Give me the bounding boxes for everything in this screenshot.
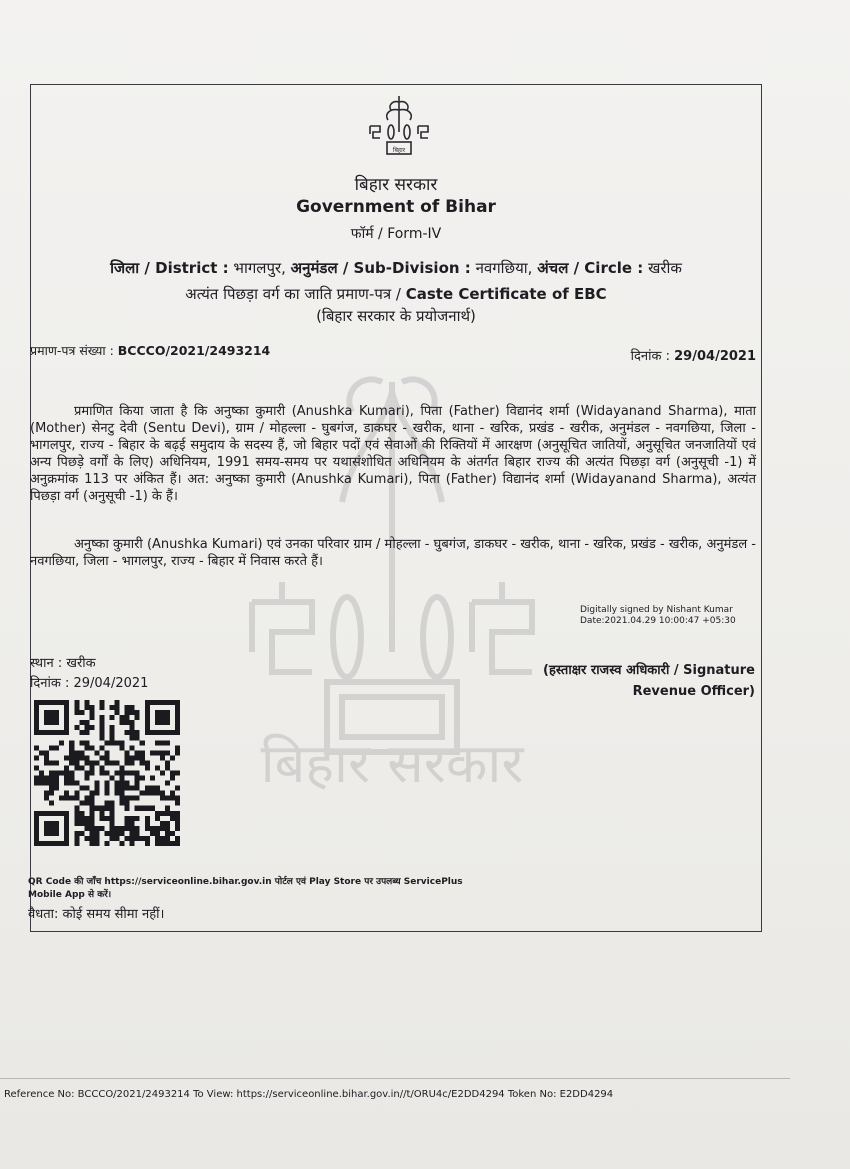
certificate-title <box>30 284 762 304</box>
emblem-label: बिहार <box>392 147 406 154</box>
signature-block <box>543 660 755 702</box>
digital-signature-date: Date:2021.04.29 10:00:47 +05:30 <box>580 616 736 626</box>
validity-note: वैधता: कोई समय सीमा नहीं। <box>28 907 165 922</box>
district-line <box>30 258 762 278</box>
certificate-date <box>631 346 756 364</box>
certificate-title-english: Caste Certificate of EBC <box>405 285 607 303</box>
certificate-body-paragraph-1: प्रमाणित किया जाता है कि अनुष्का कुमारी (Anushka Kumari), पिता (Father) विद्यानंद शर्मा (Widayanand Sharma), माता (Mother) सेनटु देवी (Sentu Devi), ग्राम / मोहल्ला - घुबगंज, डाकघर - खरीक, थाना - खरिक, प्रखंड - खरीक, अनुमंडल - नवगछिया, जिला - भागलपुर, राज्य - बिहार के बढ़ई समुदाय के सदस्य हैं, जो बिहार पदों एवं सेवाओं की रिक्तियों में आरक्षण (अनुसूचित जातियों, अनुसूचित जनजातियों एवं अन्य पिछड़े वर्गों के लिए) अधिनियम, 1991 समय-समय पर यथासंशोधित अधिनियम के अंतर्गत बिहार राज्य की अत्यंत पिछड़ा वर्ग (अनुसूची -1) में अनुक्रमांक 113 पर अंकित हैं। अत: अनुष्का कुमारी (Anushka Kumari), पिता (Father) विद्यानंद शर्मा (Widayanand Sharma), अत्यंत पिछड़ा वर्ग (अनुसूची -1) के हैं। <box>30 404 756 504</box>
certificate-purpose: (बिहार सरकार के प्रयोजनार्थ) <box>316 307 476 325</box>
district-value: भागलपुर, <box>233 259 286 277</box>
certificate-number-value: BCCCO/2021/2493214 <box>117 343 271 358</box>
certificate-date-value: 29/04/2021 <box>674 349 756 364</box>
place-and-date <box>30 654 148 694</box>
watermark-text: बिहार सरकार <box>260 732 524 792</box>
circle-value: खरीक <box>648 259 682 277</box>
government-title-english: Government of Bihar <box>296 197 496 217</box>
subdivision-label: अनुमंडल / Sub-Division : <box>290 259 471 277</box>
certificate-number <box>30 342 270 359</box>
district-label: जिला / District : <box>110 259 229 277</box>
certificate-date-label: दिनांक : <box>630 349 670 364</box>
digital-signature-name: Digitally signed by Nishant Kumar <box>580 605 733 615</box>
bihar-emblem-icon <box>364 92 434 158</box>
government-title-hindi: बिहार सरकार <box>354 175 438 195</box>
reference-footer: Reference No: BCCCO/2021/2493214 To View: https://serviceonline.bihar.gov.in//t/ORU4c/E2DD4294 Token No: E2DD4294 <box>4 1089 614 1100</box>
footer-divider <box>0 1078 790 1079</box>
signature-label-line-2: Revenue Officer) <box>632 684 755 699</box>
qr-code-icon[interactable] <box>34 700 180 846</box>
issue-date-label: दिनांक : 29/04/2021 <box>30 676 149 691</box>
signature-label-line-1: (हस्ताक्षर राजस्व अधिकारी / Signature <box>543 663 755 678</box>
certificate-body-paragraph-2: अनुष्का कुमारी (Anushka Kumari) एवं उनका परिवार ग्राम / मोहल्ला - घुबगंज, डाकघर - खरीक, थाना - खरिक, प्रखंड - खरीक, अनुमंडल - नवगछिया, जिला - भागलपुर, राज्य - बिहार में निवास करते हैं। <box>30 537 756 569</box>
certificate-number-label: प्रमाण-पत्र संख्या : <box>30 343 114 358</box>
circle-label: अंचल / Circle : <box>537 259 644 277</box>
qr-verification-note: QR Code की जाँच https://serviceonline.bihar.gov.in पोर्टल एवं Play Store पर उपलब्ध ServicePlus Mobile App से करें। <box>28 877 463 900</box>
form-number: फॉर्म / Form-IV <box>350 226 442 242</box>
subdivision-value: नवगछिया, <box>475 259 533 277</box>
digital-signature <box>580 605 736 627</box>
place-label: स्थान : खरीक <box>30 656 96 671</box>
certificate-title-hindi: अत्यंत पिछड़ा वर्ग का जाति प्रमाण-पत्र / <box>185 285 401 303</box>
